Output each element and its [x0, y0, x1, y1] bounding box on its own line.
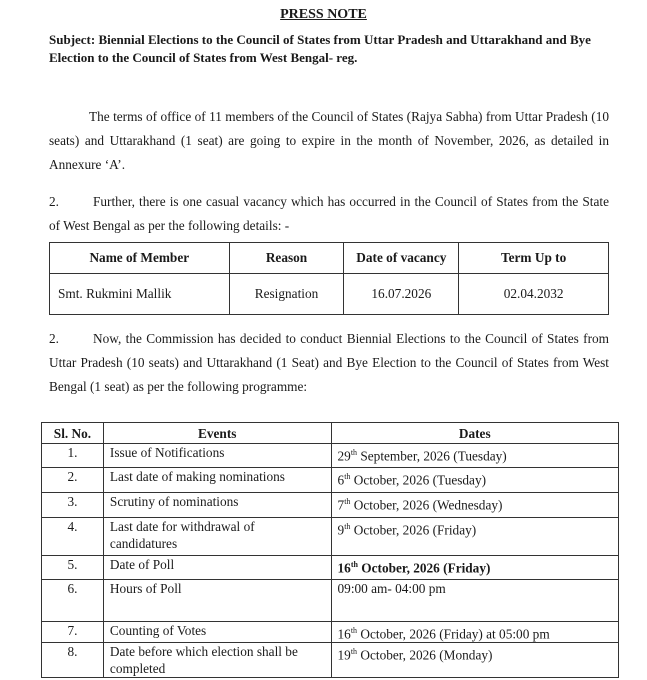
- date-day: 6: [337, 472, 345, 488]
- header-sl-no: Sl. No.: [42, 423, 104, 444]
- date-day: 16: [337, 560, 351, 576]
- date-rest: October, 2026 (Friday): [357, 560, 491, 576]
- header-name-of-member: Name of Member: [50, 243, 230, 274]
- row-date: [331, 493, 618, 518]
- row-event: Date before which election shall be completed: [103, 643, 331, 678]
- date-suffix: th: [350, 560, 358, 569]
- row-date: [331, 643, 618, 678]
- row-event: Date of Poll: [103, 556, 331, 580]
- row-number: 4.: [42, 518, 104, 556]
- vacancy-table-header-row: [50, 243, 609, 274]
- date-day: 19: [337, 647, 351, 663]
- member-name-cell: Smt. Rukmini Mallik: [50, 274, 230, 315]
- row-event: Issue of Notifications: [103, 444, 331, 468]
- paragraph-1: The terms of office of 11 members of the Council of States (Rajya Sabha) from Uttar Pradesh (10 seats) and Uttarakhand (1 seat) are going to expire in the month of November, 2026, as detailed in Annexure ‘A’.: [49, 109, 609, 172]
- schedule-row: [42, 468, 619, 493]
- header-events: Events: [103, 423, 331, 444]
- date-suffix: th: [344, 522, 351, 531]
- row-event: Last date of making nominations: [103, 468, 331, 493]
- schedule-row: [42, 518, 619, 556]
- date-suffix: th: [350, 647, 358, 657]
- row-number: 3.: [42, 493, 104, 518]
- schedule-row: [42, 493, 619, 518]
- date-suffix: th: [344, 497, 351, 506]
- row-number: 2.: [42, 468, 104, 493]
- schedule-row: [42, 643, 619, 678]
- paragraph-3: [49, 327, 609, 399]
- row-date: [331, 518, 618, 556]
- header-reason: Reason: [229, 243, 344, 274]
- header-dates: Dates: [331, 423, 618, 444]
- paragraph-2: [49, 190, 609, 238]
- paragraph-2-text: Further, there is one casual vacancy which has occurred in the Council of States from the State of West Bengal as per the following details: -: [49, 194, 609, 233]
- date-day: 9: [337, 522, 345, 538]
- paragraph-3-text: Now, the Commission has decided to conduct Biennial Elections to the Council of States from Uttar Pradesh (10 seats) and Uttarakhand (1 Seat) and Bye Election to the Council of States from West Bengal (1 seat) as per the following programme:: [49, 331, 609, 394]
- row-number: 7.: [42, 622, 104, 643]
- subject-line: Subject: Biennial Elections to the Council of States from Uttar Pradesh and Uttarakhand and Bye Election to the Council of States from West Bengal- reg.: [49, 32, 591, 65]
- date-rest: October, 2026 (Friday) at 05:00 pm: [357, 626, 550, 642]
- schedule-row: [42, 622, 619, 643]
- row-event: Last date for withdrawal of candidatures: [103, 518, 331, 556]
- row-date: [331, 468, 618, 493]
- row-date: [331, 556, 618, 580]
- paragraph-3-number: 2.: [49, 331, 59, 346]
- row-number: 6.: [42, 580, 104, 622]
- schedule-table-header-row: [42, 423, 619, 444]
- reason-cell: Resignation: [229, 274, 344, 315]
- row-event: Hours of Poll: [103, 580, 331, 622]
- schedule-row: [42, 444, 619, 468]
- vacancy-table: [49, 242, 609, 315]
- vacancy-date-cell: 16.07.2026: [344, 274, 459, 315]
- row-event: Scrutiny of nominations: [103, 493, 331, 518]
- date-rest: October, 2026 (Monday): [357, 647, 493, 663]
- date-rest: September, 2026 (Tuesday): [357, 448, 507, 464]
- paragraph-2-number: 2.: [49, 194, 59, 209]
- date-day: 29: [337, 448, 351, 464]
- row-number: 1.: [42, 444, 104, 468]
- date-day: 7: [337, 497, 345, 513]
- date-suffix: th: [350, 448, 358, 457]
- row-date: 09:00 am- 04:00 pm: [331, 580, 618, 622]
- schedule-table: [41, 422, 619, 678]
- schedule-row: [42, 580, 619, 622]
- date-rest: October, 2026 (Tuesday): [350, 472, 487, 488]
- press-note-title: PRESS NOTE: [280, 7, 367, 22]
- row-number: 8.: [42, 643, 104, 678]
- header-date-of-vacancy: Date of vacancy: [344, 243, 459, 274]
- term-up-to-cell: 02.04.2032: [459, 274, 609, 315]
- schedule-row: [42, 556, 619, 580]
- row-number: 5.: [42, 556, 104, 580]
- header-term-up-to: Term Up to: [459, 243, 609, 274]
- vacancy-table-row: [50, 274, 609, 315]
- row-date: [331, 444, 618, 468]
- row-event: Counting of Votes: [103, 622, 331, 643]
- date-suffix: th: [344, 472, 351, 481]
- date-rest: October, 2026 (Friday): [350, 522, 477, 538]
- row-date: [331, 622, 618, 643]
- date-day: 16: [337, 626, 351, 642]
- date-suffix: th: [350, 626, 358, 635]
- date-rest: October, 2026 (Wednesday): [350, 497, 503, 513]
